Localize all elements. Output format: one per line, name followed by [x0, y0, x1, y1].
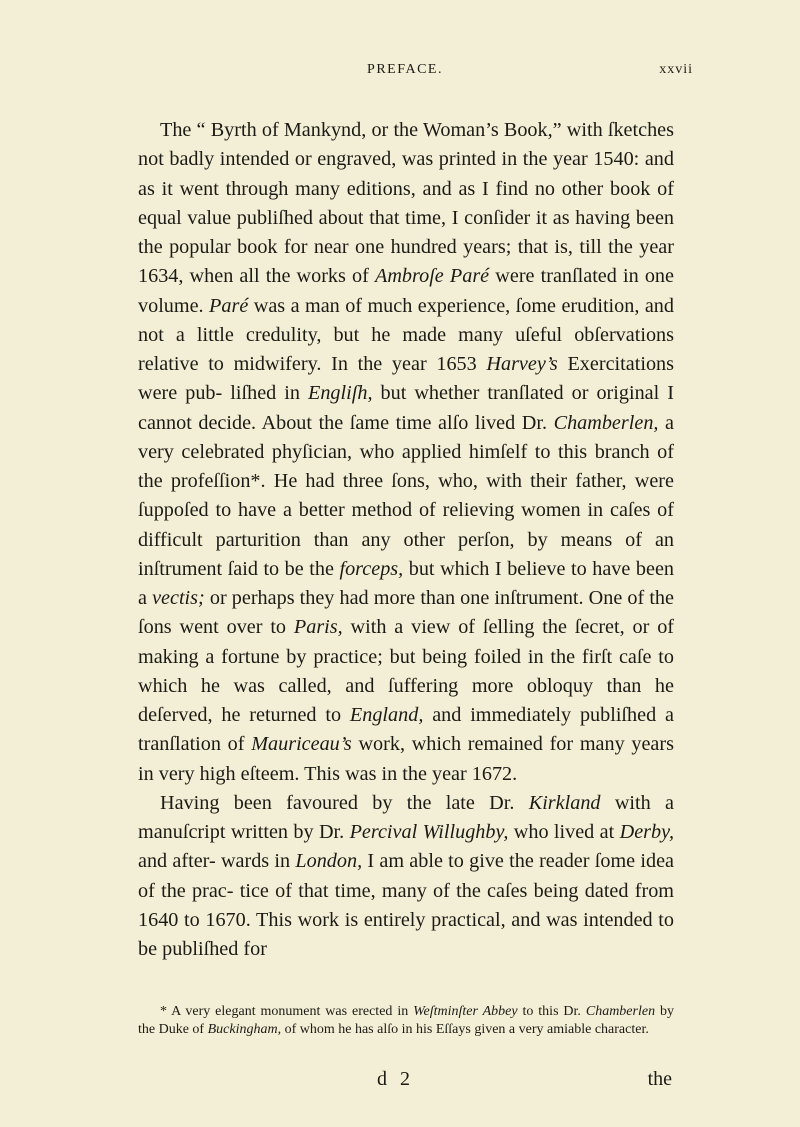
italic-text: Weſtminſter Abbey — [413, 1004, 518, 1019]
text-run: and immediately publiſhed a tranſlation of — [138, 704, 674, 756]
text-run: by the Duke of — [138, 1004, 674, 1037]
italic-text: London, — [295, 850, 363, 873]
text-run: were tranſlated in one volume. — [138, 265, 674, 317]
running-title: PREFACE. — [367, 62, 443, 77]
text-run: and after- wards in — [138, 850, 296, 873]
italic-text: England, — [349, 704, 424, 726]
footnote-text — [138, 1003, 674, 1039]
text-run: but whether tranſlated or original I cannot decide. About the ſame time alſo lived Dr. — [138, 382, 675, 434]
italic-text: Derby, — [619, 821, 674, 843]
body-text — [138, 116, 674, 964]
footnote — [138, 1003, 674, 1039]
italic-text: Engliſh, — [308, 382, 373, 405]
italic-text: Chamberlen, — [553, 411, 659, 434]
running-header — [125, 62, 693, 78]
italic-text: forceps, — [339, 557, 404, 580]
italic-text: Percival Willughby, — [349, 821, 509, 843]
text-run: was a man of much experience, ſome erudition, and not a little credulity, but he made many uſeful obſervations relative to midwifery. In the year 1653 — [138, 294, 674, 375]
text-run: work, which remained for many years in very high eſteem. This was in the year 1672. — [138, 733, 674, 785]
text-run: of whom he has alſo in his Eſſays given a very amiable character. — [281, 1022, 649, 1037]
text-run: Having been favoured by the late Dr. — [160, 791, 529, 814]
text-run: who lived at — [508, 821, 620, 843]
signature-mark: d 2 — [377, 1068, 414, 1090]
italic-text: Buckingham, — [207, 1022, 282, 1037]
page-number: xxvii — [659, 62, 693, 77]
text-run: The “ Byrth of Mankynd, or the Woman’s Book,” with ſketches not badly intended or engraved, was printed in the year 1540: and as it went through many editions, and as I find no other book of equal value publiſhed about that time, I conſider it as having been the popular book for near one hundred years; that is, till the year 1634, when all the works of — [138, 119, 674, 288]
text-run: I am able to give the reader ſome idea of the prac- tice of that time, many of the caſes being dated from 1640 to 1670. This work is entirely practical, and was intended to be publiſhed for — [138, 850, 674, 960]
italic-text: Harvey’s — [486, 353, 558, 375]
paragraph — [138, 789, 674, 965]
italic-text: Paré — [209, 294, 249, 317]
catchword: the — [647, 1068, 672, 1090]
text-run: but which I believe to have been a — [138, 557, 674, 609]
text-run: a very celebrated phyſician, who applied himſelf to this branch of the profeſſion*. He had three ſons, who, with their father, were ſuppoſed to have a better method of relieving women in caſes of difficult parturition than any other perſon, by means of an inſtrument ſaid to be the — [138, 411, 674, 580]
text-run: with a manuſcript written by Dr. — [138, 791, 675, 843]
italic-text: Ambroſe Paré — [374, 265, 490, 288]
text-run: or perhaps they had more than one inſtrument. One of the ſons went over to — [138, 587, 674, 639]
text-run: * A very elegant monument was erected in — [160, 1004, 414, 1019]
text-run: Exercitations were pub- liſhed in — [138, 353, 674, 405]
italic-text: vectis; — [152, 587, 205, 609]
paragraph — [138, 116, 674, 789]
italic-text: Chamberlen — [585, 1004, 656, 1019]
text-run: with a view of ſelling the ſecret, or of making a fortune by practice; but being foiled in the firſt caſe to which he was called, and ſuffering more obloquy than he deſerved, he returned to — [138, 616, 675, 726]
italic-text: Paris, — [293, 616, 343, 639]
italic-text: Kirkland — [528, 791, 601, 814]
text-run: to this Dr. — [517, 1004, 586, 1019]
italic-text: Mauriceau’s — [251, 733, 352, 756]
